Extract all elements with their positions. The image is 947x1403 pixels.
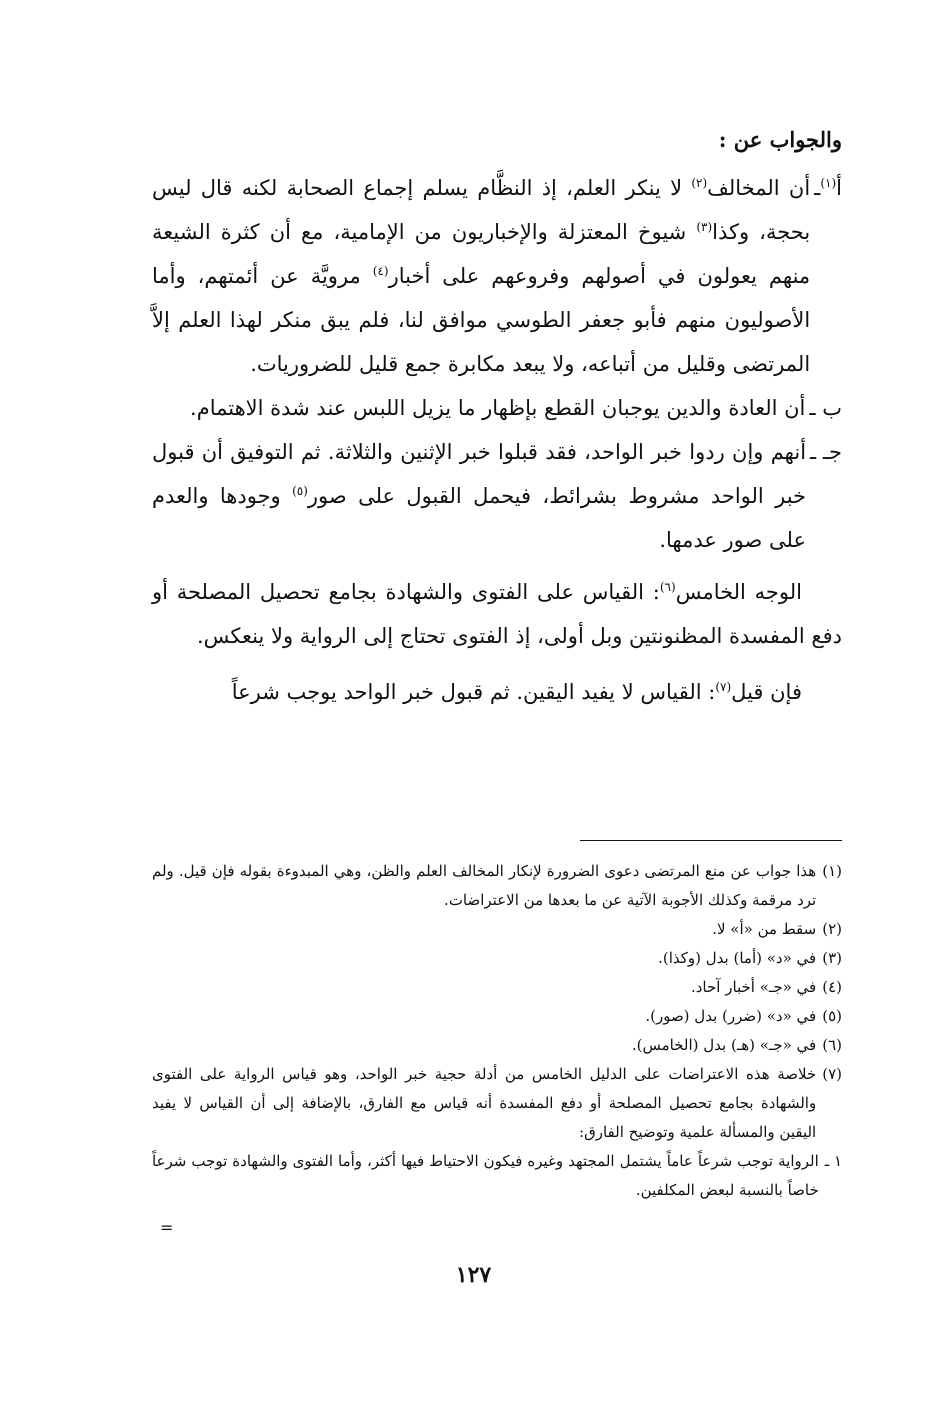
footnote-ref[interactable]: (١)	[820, 176, 837, 190]
footnote	[152, 857, 842, 915]
footnote-text: في «جـ» (هـ) بدل (الخامس).	[631, 1036, 817, 1054]
item-text-a: أن المخالف$^{(٢)}$ لا ينكر العلم، إذ النظَّام يسلم إجماع الصحابة لكنه قال ليس بحجة، وكذا$^{(٣)}$ شيوخ المعتزلة والإخباريون من الإمامية، مع أن كثرة الشيعة منهم يعولون في أصولهم وفروعهم على أخبار$^{(٤)}$ مرويَّة عن أئمتهم، وأما الأصوليون منهم فأبو جعفر الطوسي موافق لنا، فلم يبق منكر لهذا العلم إلاَّ المرتضى وقليل من أتباعه، ولا يبعد مكابرة جمع قليل للضروريات.	[152, 176, 811, 376]
item-marker-a: أ$^{(١)}$ـ	[814, 176, 842, 200]
footnote-ref[interactable]: (٧)	[715, 680, 732, 694]
footnote	[152, 1060, 842, 1147]
footnote-ref[interactable]: (٥)	[292, 484, 308, 498]
footnote-ref[interactable]: (٤)	[372, 264, 389, 278]
fifth-aspect-paragraph: الوجه الخامس$^{(٦)}$: القياس على الفتوى والشهادة بجامع تحصيل المصلحة أو دفع المفسدة المظنونتين وبل أولى، إذ الفتوى تحتاج إلى الرواية ولا ينعكس.	[152, 580, 842, 648]
footnote-text: هذا جواب عن منع المرتضى دعوى الضرورة لإنكار المخالف العلم والظن، وهي المبدوءة بقوله فإن قيل. ولم ترد مرقمة وكذلك الأجوبة الآتية عن ما بعدها من الاعتراضات.	[152, 862, 817, 909]
item-marker-b: ب ـ	[809, 396, 842, 420]
footnote-number: (٣)	[822, 949, 842, 967]
footnote-number: (٥)	[822, 1007, 842, 1025]
answer-item-a	[152, 166, 842, 386]
footnote-number: (٢)	[822, 920, 842, 938]
footnote-number: (٤)	[822, 978, 842, 996]
footnote-separator	[580, 840, 842, 841]
item-text-b: أن العادة والدين يوجبان القطع بإظهار ما يزيل اللبس عند شدة الاهتمام.	[190, 396, 806, 420]
answer-item-b	[152, 386, 842, 430]
item-marker-c: جـ ـ	[810, 440, 842, 464]
footnote-text: في «د» (أما) بدل (وكذا).	[658, 949, 817, 967]
footnotes	[152, 857, 842, 1205]
continuation-mark: =	[160, 1218, 174, 1237]
page-number: ١٢٧	[455, 1262, 492, 1288]
footnote-text: في «جـ» أخبار آحاد.	[690, 978, 817, 996]
footnote-text: الرواية توجب شرعاً عاماً يشتمل المجتهد وغيره فيكون الاحتياط فيها أكثر، وأما الفتوى والشهادة توجب شرعاً خاصاً بالنسبة لبعض المكلفين.	[152, 1152, 819, 1199]
main-text	[152, 118, 842, 714]
objection-paragraph: فإن قيل$^{(٧)}$: القياس لا يفيد اليقين. ثم قبول خبر الواحد يوجب شرعاً	[231, 680, 802, 704]
footnote-text: في «د» (ضرر) بدل (صور).	[645, 1007, 817, 1025]
footnote-ref[interactable]: (٣)	[696, 220, 713, 234]
footnote	[152, 915, 842, 944]
footnote-subitem	[152, 1147, 842, 1205]
footnote-number: (١)	[822, 862, 842, 880]
footnote	[152, 1031, 842, 1060]
footnote-ref[interactable]: (٦)	[659, 580, 676, 594]
footnote-text: سقط من «أ» لا.	[712, 920, 817, 938]
footnote-number: (٧)	[822, 1065, 842, 1083]
item-text-c: أنهم وإن ردوا خبر الواحد، فقد قبلوا خبر الإثنين والثلاثة. ثم التوفيق أن قبول خبر الواحد مشروط بشرائط، فيحمل القبول على صور$^{(٥)}$ وجودها والعدم على صور عدمها.	[152, 440, 807, 552]
footnote-number: ١ ـ	[824, 1152, 842, 1170]
answer-item-c	[152, 430, 842, 562]
answer-heading: والجواب عن :	[718, 127, 842, 152]
footnote	[152, 1002, 842, 1031]
footnote-text: خلاصة هذه الاعتراضات على الدليل الخامس من أدلة حجية خبر الواحد، وهو قياس الرواية على الفتوى والشهادة بجامع تحصيل المصلحة أو دفع المفسدة أنه قياس مع الفارق، بالإضافة إلى أن القياس لا يفيد اليقين والمسألة علمية وتوضيح الفارق:	[152, 1065, 817, 1141]
footnote	[152, 944, 842, 973]
footnote-ref[interactable]: (٢)	[691, 176, 708, 190]
footnote	[152, 973, 842, 1002]
footnote-number: (٦)	[822, 1036, 842, 1054]
